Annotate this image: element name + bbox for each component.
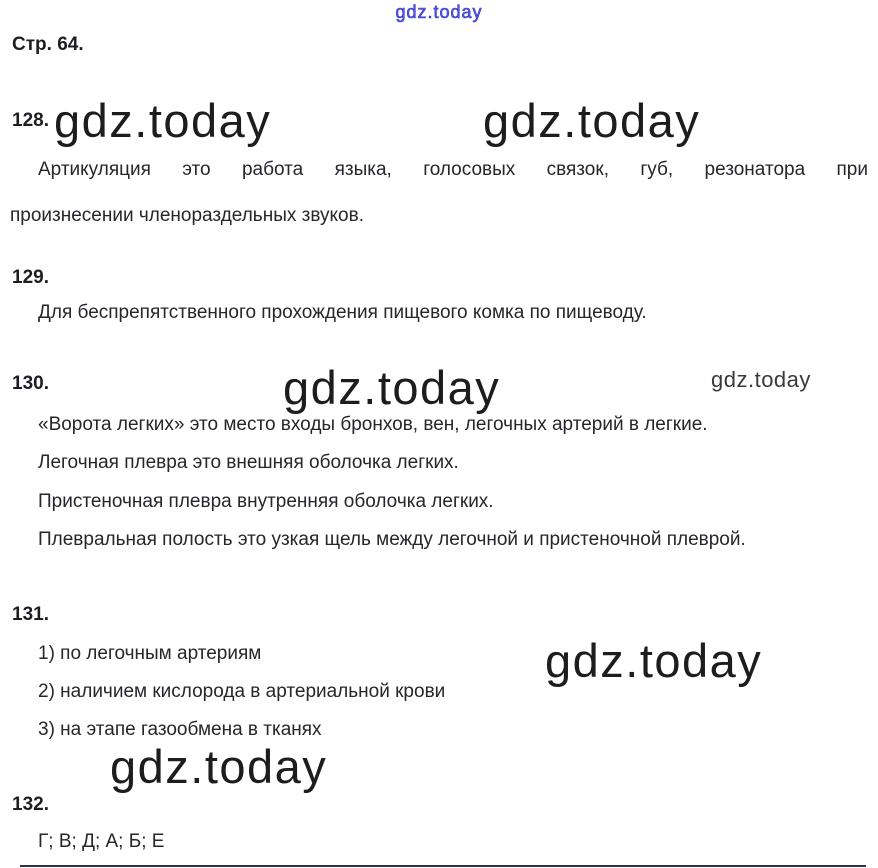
list-item: 1) по легочным артериям (38, 643, 262, 664)
answer-line: Легочная плевра это внешняя оболочка легких. (38, 452, 459, 473)
section-128-answer (10, 147, 868, 239)
section-128-number: 128. (12, 110, 49, 131)
watermark-131-right: gdz.today (545, 634, 763, 687)
watermark-128-right: gdz.today (483, 94, 701, 147)
section-131-number: 131. (12, 604, 49, 625)
top-brand-watermark: gdz.today (395, 2, 483, 22)
answer-line: Артикуляция это работа языка, голосовых связок, губ, резонатора при (38, 159, 868, 180)
answer-line: Пристеночная плевра внутренняя оболочка легких. (38, 491, 494, 512)
answer-line: «Ворота легких» это место входы бронхов, вен, легочных артерий в легкие. (38, 414, 708, 435)
section-132-answer: Г; В; Д; А; Б; Е (38, 831, 165, 852)
section-132-number: 132. (12, 794, 49, 815)
list-item: 3) на этапе газообмена в тканях (38, 719, 322, 740)
answer-line: произнесении членораздельных звуков. (10, 205, 364, 226)
section-129-answer: Для беспрепятственного прохождения пищевого комка по пищеводу. (38, 302, 647, 323)
answer-line: Плевральная полость это узкая щель между легочной и пристеночной плеврой. (38, 529, 746, 550)
section-129-number: 129. (12, 267, 49, 288)
watermark-128-left: gdz.today (54, 94, 272, 147)
watermark-130-small: gdz.today (711, 367, 811, 392)
section-130-number: 130. (12, 373, 49, 394)
bottom-divider (20, 865, 866, 867)
watermark-below-131: gdz.today (110, 740, 328, 793)
list-item: 2) наличием кислорода в артериальной крови (38, 681, 446, 702)
watermark-130-center: gdz.today (283, 361, 501, 414)
page-number-label: Стр. 64. (12, 34, 84, 55)
